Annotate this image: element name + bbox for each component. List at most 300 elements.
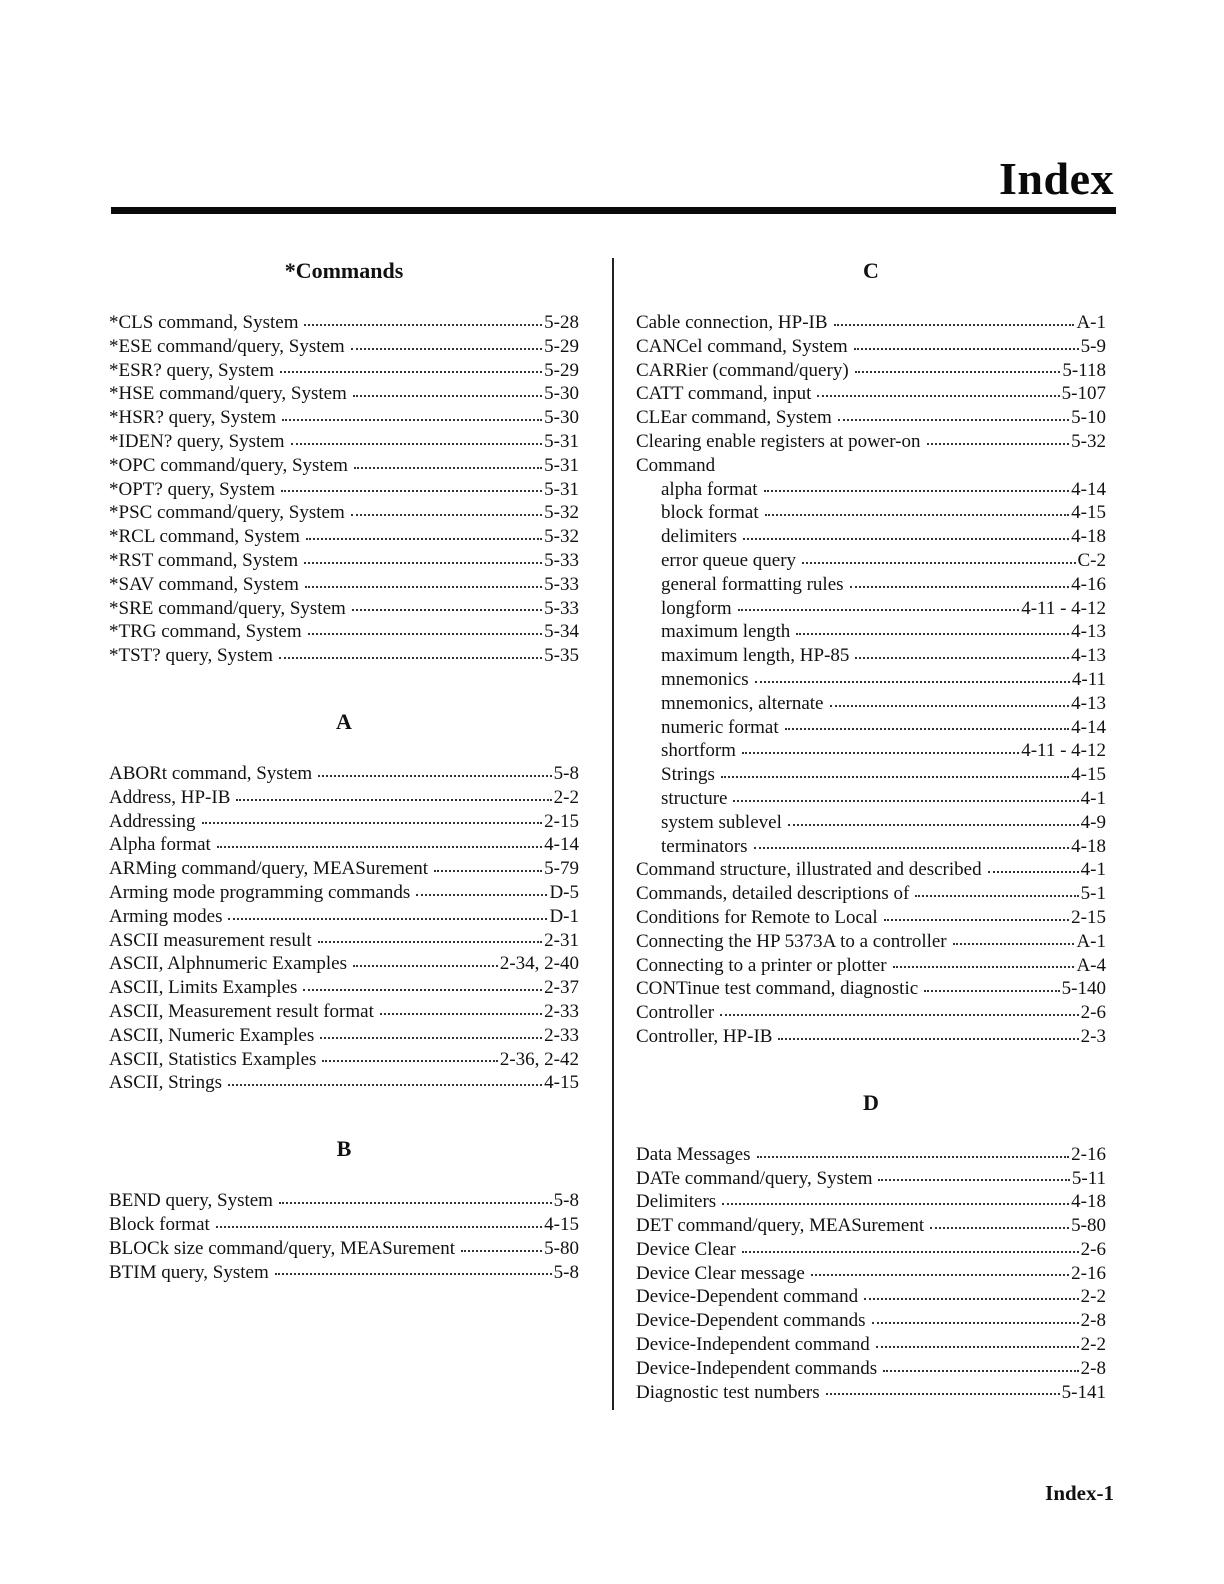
index-entry bbox=[109, 833, 579, 857]
dot-leader bbox=[817, 395, 1059, 397]
entry-term: maximum length bbox=[661, 621, 791, 643]
entry-term: ABORt command, System bbox=[109, 762, 313, 784]
entry-term: *TST? query, System bbox=[109, 645, 273, 667]
entry-page-ref: 5-30 bbox=[544, 383, 579, 405]
index-entry bbox=[636, 406, 1106, 430]
entry-page-ref: 4-11 bbox=[1071, 668, 1106, 690]
entry-page-ref: 5-31 bbox=[544, 430, 579, 452]
index-entry bbox=[109, 810, 579, 834]
section-heading: C bbox=[863, 258, 879, 283]
dot-leader bbox=[721, 776, 1069, 778]
index-entry bbox=[636, 930, 1106, 954]
entry-term: *RCL command, System bbox=[109, 526, 300, 548]
entry-term: Commands, detailed descriptions of bbox=[636, 883, 910, 905]
dot-leader bbox=[236, 799, 551, 801]
entry-page-ref: 4-15 bbox=[544, 1072, 579, 1094]
dot-leader bbox=[742, 752, 1019, 754]
dot-leader bbox=[743, 538, 1069, 540]
index-entry bbox=[109, 786, 579, 810]
entry-page-ref: 5-34 bbox=[544, 621, 579, 643]
index-entry bbox=[109, 952, 579, 976]
entry-page-ref: 4-15 bbox=[544, 1213, 579, 1235]
dot-leader bbox=[893, 966, 1075, 968]
index-entry bbox=[109, 335, 579, 359]
dot-leader bbox=[834, 324, 1075, 326]
index-entry bbox=[109, 597, 579, 621]
dot-leader bbox=[855, 657, 1069, 659]
index-entry bbox=[636, 858, 1106, 882]
dot-leader bbox=[279, 657, 542, 659]
index-entry bbox=[636, 1025, 1106, 1049]
index-entry bbox=[636, 1285, 1106, 1309]
entry-term: Strings bbox=[661, 764, 715, 786]
entry-page-ref: 5-8 bbox=[553, 762, 579, 784]
entry-term: BLOCk size command/query, MEASurement bbox=[109, 1237, 455, 1259]
entry-page-ref: 2-2 bbox=[1080, 1334, 1106, 1356]
entry-term: terminators bbox=[661, 835, 748, 857]
entry-page-ref: 2-16 bbox=[1071, 1143, 1106, 1165]
dot-leader bbox=[202, 822, 543, 824]
index-entry bbox=[636, 382, 1106, 406]
entry-term: *IDEN? query, System bbox=[109, 430, 285, 452]
entry-term: Connecting the HP 5373A to a controller bbox=[636, 930, 947, 952]
dot-leader bbox=[351, 514, 542, 516]
index-entry bbox=[109, 1000, 579, 1024]
entry-term: Arming modes bbox=[109, 905, 223, 927]
entry-page-ref: 2-16 bbox=[1071, 1262, 1106, 1284]
entry-page-ref: 5-33 bbox=[544, 597, 579, 619]
index-entry bbox=[109, 525, 579, 549]
entry-term: Device-Dependent commands bbox=[636, 1310, 866, 1332]
entry-term: general formatting rules bbox=[661, 573, 844, 595]
entry-term: *ESE command/query, System bbox=[109, 335, 345, 357]
entry-term: numeric format bbox=[661, 716, 779, 738]
entry-page-ref: 4-14 bbox=[1071, 716, 1106, 738]
entry-page-ref: 4-14 bbox=[1071, 478, 1106, 500]
dot-leader bbox=[217, 846, 542, 848]
dot-leader bbox=[352, 609, 542, 611]
dot-leader bbox=[275, 1273, 552, 1275]
entry-term: Device-Independent commands bbox=[636, 1357, 878, 1379]
entry-page-ref: A-1 bbox=[1076, 312, 1106, 333]
dot-leader bbox=[764, 490, 1070, 492]
entry-term: *SAV command, System bbox=[109, 573, 299, 595]
entry-term: *HSE command/query, System bbox=[109, 383, 347, 405]
index-entry bbox=[636, 1167, 1106, 1191]
entry-page-ref: 4-15 bbox=[1071, 502, 1106, 524]
index-entry bbox=[636, 1333, 1106, 1357]
entry-term: alpha format bbox=[661, 478, 758, 500]
index-entry bbox=[109, 1071, 579, 1095]
dot-leader bbox=[953, 943, 1075, 945]
index-entry bbox=[109, 501, 579, 525]
entry-term: *PSC command/query, System bbox=[109, 502, 345, 524]
entry-term: error queue query bbox=[661, 549, 797, 571]
index-entry bbox=[636, 644, 1106, 668]
index-entry bbox=[636, 668, 1106, 692]
entry-page-ref: 5-8 bbox=[553, 1261, 579, 1283]
index-section bbox=[109, 1133, 579, 1284]
entry-term: Conditions for Remote to Local bbox=[636, 906, 878, 928]
entry-term: system sublevel bbox=[661, 811, 782, 833]
index-entry bbox=[109, 857, 579, 881]
dot-leader bbox=[883, 1370, 1079, 1372]
index-entry bbox=[109, 905, 579, 929]
dot-leader bbox=[838, 419, 1069, 421]
entry-page-ref: 5-33 bbox=[544, 549, 579, 571]
entry-term: Clearing enable registers at power-on bbox=[636, 430, 921, 452]
entry-page-ref: 5-33 bbox=[544, 573, 579, 595]
entry-term: Address, HP-IB bbox=[109, 786, 231, 808]
entry-page-ref: 5-118 bbox=[1062, 359, 1106, 381]
index-entry bbox=[109, 1024, 579, 1048]
index-entry bbox=[636, 573, 1106, 597]
dot-leader bbox=[216, 1226, 542, 1228]
entry-page-ref: 4-15 bbox=[1071, 764, 1106, 786]
index-entry bbox=[109, 359, 579, 383]
dot-leader bbox=[854, 348, 1079, 350]
entry-page-ref: 2-8 bbox=[1080, 1357, 1106, 1379]
entry-page-ref: 4-18 bbox=[1071, 835, 1106, 857]
entry-term: ASCII measurement result bbox=[109, 929, 312, 951]
dot-leader bbox=[826, 1393, 1060, 1395]
entry-page-ref: 2-31 bbox=[544, 929, 579, 951]
entry-term: Command structure, illustrated and described bbox=[636, 859, 982, 881]
dot-leader bbox=[930, 1227, 1069, 1229]
left-column bbox=[109, 255, 579, 1322]
column-divider bbox=[612, 258, 614, 1410]
entry-term: *OPC command/query, System bbox=[109, 454, 348, 476]
entry-page-ref: 2-8 bbox=[1080, 1310, 1106, 1332]
entry-term: DATe command/query, System bbox=[636, 1167, 873, 1189]
entry-page-ref: 5-32 bbox=[544, 502, 579, 524]
index-entry bbox=[636, 1238, 1106, 1262]
entry-term: Controller bbox=[636, 1002, 715, 1024]
dot-leader bbox=[927, 443, 1070, 445]
entry-term: *ESR? query, System bbox=[109, 359, 275, 381]
index-entry bbox=[636, 1357, 1106, 1381]
dot-leader bbox=[830, 705, 1070, 707]
dot-leader bbox=[380, 1013, 542, 1015]
index-entry bbox=[636, 597, 1106, 621]
entry-page-ref: 4-18 bbox=[1071, 1191, 1106, 1213]
index-entry bbox=[636, 1381, 1106, 1405]
index-entry bbox=[109, 1213, 579, 1237]
entry-term: Delimiters bbox=[636, 1191, 717, 1213]
entry-page-ref: 2-33 bbox=[544, 1024, 579, 1046]
entry-term: ASCII, Statistics Examples bbox=[109, 1048, 317, 1070]
index-entry bbox=[109, 620, 579, 644]
index-entry bbox=[636, 906, 1106, 930]
dot-leader bbox=[353, 395, 542, 397]
entry-page-ref: 5-140 bbox=[1061, 978, 1106, 1000]
dot-leader bbox=[351, 348, 542, 350]
entry-page-ref: 4-13 bbox=[1071, 645, 1106, 667]
dot-leader bbox=[461, 1250, 542, 1252]
index-entry bbox=[636, 763, 1106, 787]
page-title: Index bbox=[999, 153, 1114, 204]
entry-page-ref: 4-11 - 4-12 bbox=[1021, 597, 1106, 619]
entry-term: ASCII, Numeric Examples bbox=[109, 1024, 315, 1046]
entry-term: longform bbox=[661, 597, 732, 619]
title-rule bbox=[111, 207, 1116, 214]
dot-leader bbox=[778, 1038, 1078, 1040]
dot-leader bbox=[291, 443, 543, 445]
index-entry bbox=[109, 1048, 579, 1072]
dot-leader bbox=[754, 847, 1070, 849]
entry-term: *RST command, System bbox=[109, 549, 299, 571]
entry-term: BEND query, System bbox=[109, 1190, 273, 1212]
index-entry bbox=[636, 1001, 1106, 1025]
index-entry bbox=[636, 430, 1106, 454]
section-heading: A bbox=[336, 708, 352, 734]
entry-page-ref: 2-2 bbox=[1080, 1286, 1106, 1308]
entry-page-ref: 5-1 bbox=[1080, 883, 1106, 905]
entry-page-ref: 4-14 bbox=[544, 834, 579, 856]
entry-page-ref: 2-33 bbox=[544, 1000, 579, 1022]
entry-term: ARMing command/query, MEASurement bbox=[109, 858, 429, 880]
entry-page-ref: 2-36, 2-42 bbox=[499, 1048, 579, 1070]
entry-page-ref: 5-11 bbox=[1071, 1167, 1106, 1189]
index-entry bbox=[109, 478, 579, 502]
entry-page-ref: 2-37 bbox=[544, 977, 579, 999]
dot-leader bbox=[811, 1274, 1069, 1276]
entry-page-ref: 5-8 bbox=[553, 1190, 579, 1212]
entry-term: ASCII, Measurement result format bbox=[109, 1000, 374, 1022]
dot-leader bbox=[796, 633, 1069, 635]
entry-page-ref: 5-80 bbox=[544, 1237, 579, 1259]
index-entry bbox=[636, 1190, 1106, 1214]
entry-page-ref: A-4 bbox=[1076, 954, 1106, 976]
dot-leader bbox=[282, 419, 542, 421]
entry-term: CANCel command, System bbox=[636, 335, 848, 357]
dot-leader bbox=[304, 324, 542, 326]
index-entry bbox=[636, 311, 1106, 335]
index-entry bbox=[109, 1237, 579, 1261]
index-entry bbox=[636, 620, 1106, 644]
dot-leader bbox=[742, 1251, 1079, 1253]
entry-term: *TRG command, System bbox=[109, 621, 302, 643]
dot-leader bbox=[884, 919, 1069, 921]
entry-term: CLEar command, System bbox=[636, 407, 832, 429]
entry-term: mnemonics bbox=[661, 668, 749, 690]
index-entry bbox=[109, 311, 579, 335]
entry-page-ref: D-5 bbox=[549, 881, 579, 903]
entry-term: *SRE command/query, System bbox=[109, 597, 346, 619]
entry-page-ref: 4-18 bbox=[1071, 526, 1106, 548]
dot-leader bbox=[878, 1179, 1069, 1181]
dot-leader bbox=[228, 1084, 542, 1086]
entry-page-ref: 5-32 bbox=[544, 526, 579, 548]
index-entry bbox=[636, 882, 1106, 906]
index-entry bbox=[636, 787, 1106, 811]
dot-leader bbox=[850, 586, 1070, 588]
dot-leader bbox=[434, 870, 542, 872]
index-section bbox=[109, 255, 579, 668]
entry-term: ASCII, Limits Examples bbox=[109, 977, 298, 999]
index-section bbox=[636, 1087, 1106, 1405]
index-section bbox=[109, 706, 579, 1095]
index-entry bbox=[109, 1261, 579, 1285]
entry-term: Device Clear message bbox=[636, 1262, 805, 1284]
index-entry bbox=[109, 406, 579, 430]
entry-term: *CLS command, System bbox=[109, 312, 299, 333]
index-entry bbox=[636, 835, 1106, 859]
dot-leader bbox=[855, 371, 1061, 373]
entry-term: Device-Independent command bbox=[636, 1334, 870, 1356]
entry-page-ref: 5-80 bbox=[1071, 1215, 1106, 1237]
entry-term: Alpha format bbox=[109, 834, 211, 856]
entry-term: mnemonics, alternate bbox=[661, 692, 824, 714]
dot-leader bbox=[802, 562, 1075, 564]
entry-term: ASCII, Strings bbox=[109, 1072, 222, 1094]
entry-page-ref: 5-141 bbox=[1061, 1381, 1106, 1403]
dot-leader bbox=[872, 1322, 1079, 1324]
entry-term: delimiters bbox=[661, 526, 737, 548]
index-entry bbox=[109, 1189, 579, 1213]
index-entry bbox=[636, 954, 1106, 978]
index-entry bbox=[636, 1262, 1106, 1286]
dot-leader bbox=[305, 586, 542, 588]
entry-term: Controller, HP-IB bbox=[636, 1025, 773, 1047]
entry-page-ref: 5-29 bbox=[544, 359, 579, 381]
entry-page-ref: 4-13 bbox=[1071, 621, 1106, 643]
dot-leader bbox=[320, 1037, 542, 1039]
index-entry bbox=[636, 525, 1106, 549]
entry-page-ref: 4-13 bbox=[1071, 692, 1106, 714]
dot-leader bbox=[306, 538, 542, 540]
section-heading: *Commands bbox=[284, 258, 404, 283]
entry-term: block format bbox=[661, 502, 759, 524]
index-entry bbox=[109, 382, 579, 406]
entry-page-ref: 5-31 bbox=[544, 478, 579, 500]
entry-page-ref: 2-34, 2-40 bbox=[499, 953, 579, 975]
index-entry bbox=[636, 478, 1106, 502]
entry-page-ref: 4-1 bbox=[1080, 859, 1106, 881]
index-entry bbox=[636, 692, 1106, 716]
dot-leader bbox=[915, 895, 1078, 897]
index-section bbox=[636, 255, 1106, 1049]
entry-page-ref: 2-3 bbox=[1080, 1025, 1106, 1047]
entry-term: maximum length, HP-85 bbox=[661, 645, 850, 667]
index-entry bbox=[636, 977, 1106, 1001]
entry-term: Diagnostic test numbers bbox=[636, 1381, 820, 1403]
index-entry bbox=[636, 739, 1106, 763]
index-entry bbox=[636, 454, 1106, 478]
entry-term: *HSR? query, System bbox=[109, 407, 277, 429]
entry-term: Command bbox=[636, 454, 716, 476]
index-entry bbox=[109, 762, 579, 786]
entry-term: CARRier (command/query) bbox=[636, 359, 849, 381]
index-entry bbox=[109, 881, 579, 905]
dot-leader bbox=[788, 824, 1079, 826]
entry-page-ref: 5-30 bbox=[544, 407, 579, 429]
entry-term: Addressing bbox=[109, 810, 196, 832]
dot-leader bbox=[722, 1203, 1069, 1205]
index-entry bbox=[636, 359, 1106, 383]
entry-page-ref: 2-6 bbox=[1080, 1238, 1106, 1260]
entry-page-ref: 2-15 bbox=[544, 810, 579, 832]
dot-leader bbox=[757, 1156, 1070, 1158]
index-entry bbox=[109, 976, 579, 1000]
entry-page-ref: 4-11 - 4-12 bbox=[1021, 740, 1106, 762]
entry-term: Device Clear bbox=[636, 1238, 736, 1260]
dot-leader bbox=[304, 562, 542, 564]
entry-page-ref: 5-9 bbox=[1080, 335, 1106, 357]
index-entry bbox=[636, 549, 1106, 573]
entry-term: *OPT? query, System bbox=[109, 478, 276, 500]
dot-leader bbox=[738, 609, 1020, 611]
section-heading: B bbox=[336, 1136, 352, 1162]
entry-term: Arming mode programming commands bbox=[109, 881, 411, 903]
index-entry bbox=[109, 549, 579, 573]
entry-page-ref: 5-31 bbox=[544, 454, 579, 476]
entry-page-ref: 4-9 bbox=[1080, 811, 1106, 833]
dot-leader bbox=[354, 467, 542, 469]
dot-leader bbox=[280, 371, 542, 373]
entry-term: BTIM query, System bbox=[109, 1261, 269, 1283]
entry-term: DET command/query, MEASurement bbox=[636, 1215, 925, 1237]
dot-leader bbox=[353, 965, 498, 967]
entry-page-ref: 2-15 bbox=[1071, 906, 1106, 928]
dot-leader bbox=[720, 1014, 1079, 1016]
entry-term: Device-Dependent command bbox=[636, 1286, 859, 1308]
section-heading: D bbox=[863, 1089, 879, 1115]
index-entry bbox=[636, 1309, 1106, 1333]
dot-leader bbox=[228, 918, 547, 920]
entry-page-ref: C-2 bbox=[1077, 549, 1106, 571]
entry-page-ref: 4-1 bbox=[1080, 787, 1106, 809]
entry-term: Connecting to a printer or plotter bbox=[636, 954, 887, 976]
dot-leader bbox=[765, 514, 1070, 516]
entry-page-ref: 5-79 bbox=[544, 858, 579, 880]
entry-page-ref: 5-107 bbox=[1061, 383, 1106, 405]
dot-leader bbox=[864, 1298, 1079, 1300]
entry-term: Cable connection, HP-IB bbox=[636, 312, 828, 333]
dot-leader bbox=[755, 681, 1070, 683]
index-entry bbox=[109, 573, 579, 597]
entry-term: Data Messages bbox=[636, 1143, 751, 1165]
dot-leader bbox=[876, 1346, 1079, 1348]
entry-page-ref: 2-6 bbox=[1080, 1002, 1106, 1024]
entry-term: CONTinue test command, diagnostic bbox=[636, 978, 919, 1000]
dot-leader bbox=[322, 1060, 497, 1062]
entry-term: ASCII, Alphnumeric Examples bbox=[109, 953, 347, 975]
entry-page-ref: 5-32 bbox=[1071, 430, 1106, 452]
index-entry bbox=[636, 501, 1106, 525]
index-entry bbox=[109, 454, 579, 478]
index-entry bbox=[636, 716, 1106, 740]
entry-page-ref: 5-29 bbox=[544, 335, 579, 357]
entry-page-ref: 5-28 bbox=[544, 312, 579, 333]
dot-leader bbox=[279, 1202, 552, 1204]
dot-leader bbox=[308, 633, 543, 635]
right-column bbox=[636, 255, 1106, 1442]
index-entry bbox=[636, 811, 1106, 835]
entry-page-ref: 5-35 bbox=[544, 645, 579, 667]
entry-term: CATT command, input bbox=[636, 383, 812, 405]
entry-term: structure bbox=[661, 787, 728, 809]
dot-leader bbox=[318, 775, 551, 777]
dot-leader bbox=[988, 871, 1079, 873]
dot-leader bbox=[416, 894, 547, 896]
entry-page-ref: A-1 bbox=[1076, 930, 1106, 952]
entry-term: shortform bbox=[661, 740, 736, 762]
dot-leader bbox=[303, 989, 542, 991]
entry-term: Block format bbox=[109, 1213, 210, 1235]
index-entry bbox=[636, 1143, 1106, 1167]
index-entry bbox=[109, 644, 579, 668]
